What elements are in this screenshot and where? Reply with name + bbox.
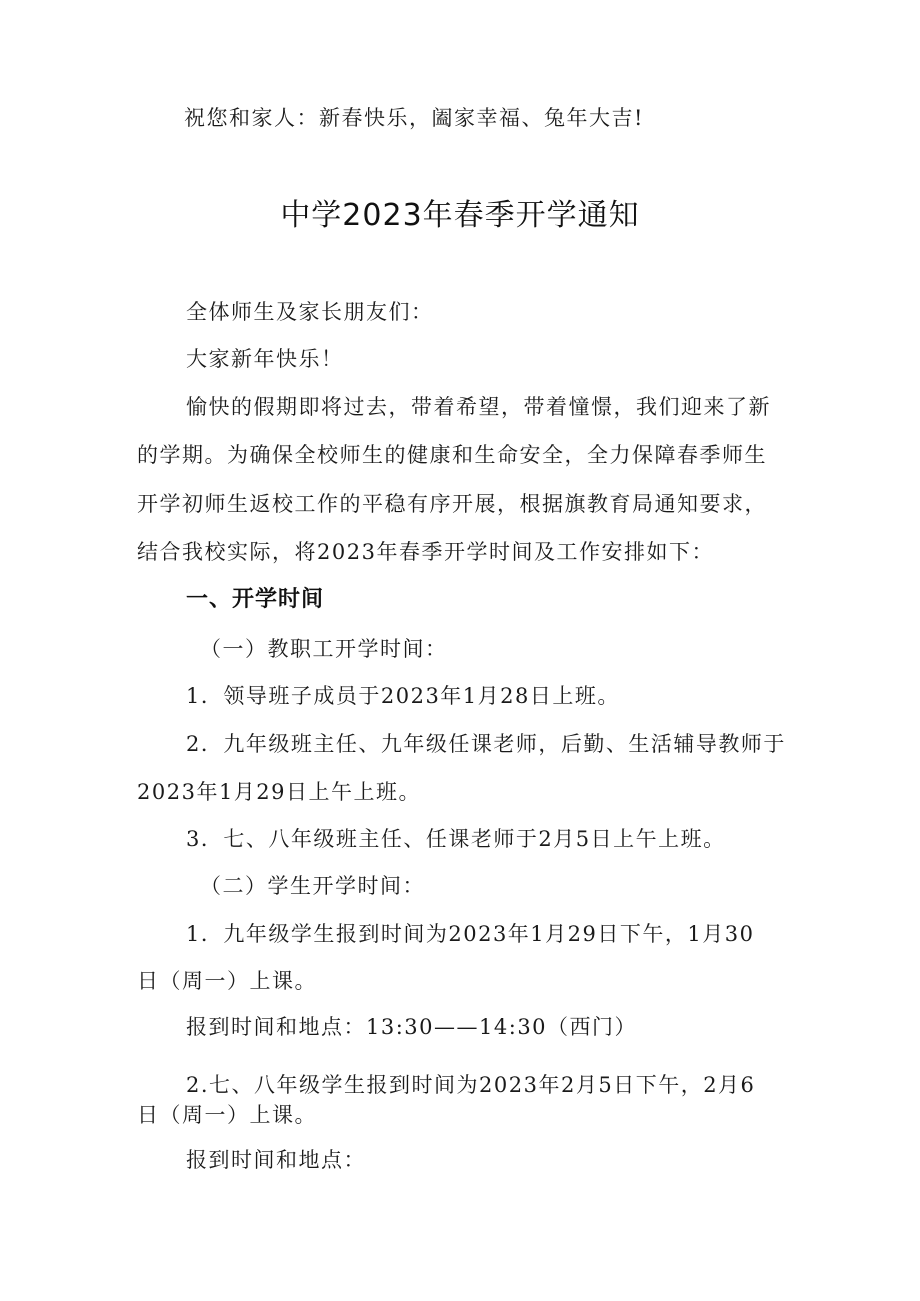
list-item: 3．七、八年级班主任、任课老师于2月5日上午上班。 (186, 827, 726, 851)
list-item-continuation: 日（周一）上课。 (137, 1103, 317, 1127)
subheading-students: （二）学生开学时间： (200, 874, 425, 898)
intro-line: 的学期。为确保全校师生的健康和生命安全，全力保障春季师生 (137, 443, 767, 467)
salutation: 全体师生及家长朋友们： (186, 300, 434, 324)
list-item: 2．九年级班主任、九年级任课老师，后勤、生活辅导教师于 (186, 732, 786, 756)
intro-line: 开学初师生返校工作的平稳有序开展，根据旗教育局通知要求， (137, 492, 767, 516)
new-year-wish: 大家新年快乐！ (186, 347, 344, 371)
list-item: 2.七、八年级学生报到时间为2023年2月5日下午，2月6 (186, 1073, 756, 1097)
report-time-location: 报到时间和地点：13:30——14:30（西门） (186, 1015, 638, 1039)
subheading-staff: （一）教职工开学时间： (200, 637, 448, 661)
intro-line: 结合我校实际，将2023年春季开学时间及工作安排如下： (137, 540, 714, 564)
list-item-continuation: 日（周一）上课。 (137, 969, 317, 993)
list-item-continuation: 2023年1月29日上午上班。 (137, 780, 422, 804)
list-item: 1．九年级学生报到时间为2023年1月29日下午，1月30 (186, 922, 755, 946)
intro-line: 愉快的假期即将过去，带着希望，带着憧憬，我们迎来了新 (186, 395, 771, 419)
page-title: 中学2023年春季开学通知 (280, 198, 640, 233)
report-time-location: 报到时间和地点： (186, 1148, 366, 1172)
list-item: 1．领导班子成员于2023年1月28日上班。 (186, 684, 620, 708)
greeting-line: 祝您和家人：新春快乐，阖家幸福、兔年大吉! (184, 106, 644, 130)
section-heading: 一、开学时间 (186, 587, 325, 612)
